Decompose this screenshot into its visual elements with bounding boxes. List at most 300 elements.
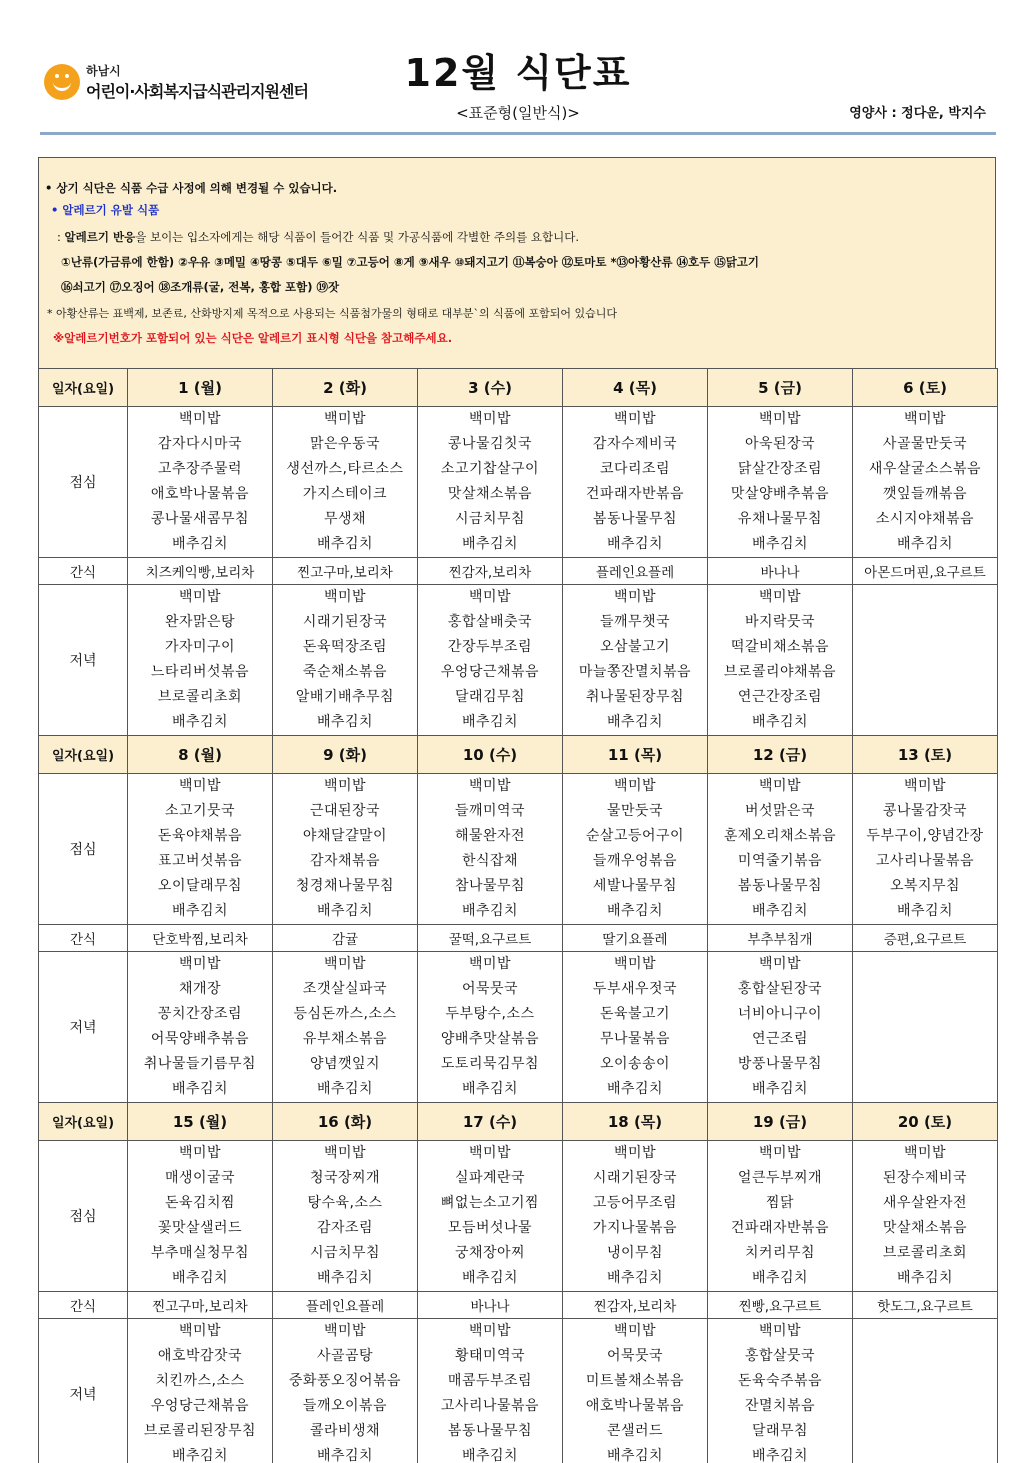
dish-item: 백미밥 [323,956,367,972]
snack-cell: 핫도그,요구르트 [853,1292,998,1319]
dish-item: 백미밥 [178,956,222,972]
date-cell: 6 (토) [853,369,998,407]
dish-item: 해물완자전 [454,828,526,844]
dish-item: 고사리나물볶음 [440,1398,540,1414]
dish-item: 돈육떡장조림 [302,639,388,655]
lunch-cell [853,774,998,925]
logo-center-name: 어린이·사회복지급식관리지원센터 [86,82,308,101]
dish-item: 청국장찌개 [309,1170,381,1186]
dinner-cell [563,952,708,1103]
dish-item: 바지락뭇국 [744,614,816,630]
snack-cell: 바나나 [708,558,853,585]
dinner-label: 저녁 [39,585,128,736]
dish-item: 콩나물새콤무침 [150,511,250,527]
dish-item: 백미밥 [178,1323,222,1339]
lunch-row [39,774,998,925]
snack-cell: 바나나 [418,1292,563,1319]
logo-city: 하남시 [86,64,121,78]
dish-item: 탕수육,소스 [307,1195,383,1211]
dish-item: 배추김치 [751,1081,809,1097]
dish-item: 백미밥 [468,956,512,972]
dish-item: 봄동나물무침 [447,1423,533,1439]
dish-item: 오복지무침 [889,878,961,894]
dish-item: 오이달래무침 [157,878,243,894]
dish-item: 배추김치 [751,536,809,552]
dish-item: 돈육불고기 [599,1006,671,1022]
dinner-row [39,1319,998,1463]
lunch-cell [853,1141,998,1292]
snack-cell: 딸기요플레 [563,925,708,952]
dinner-cell [418,1319,563,1463]
dish-item: 배추김치 [606,1448,664,1463]
dish-item: 달래무침 [751,1423,809,1439]
dinner-cell [708,1319,853,1463]
notice-allergy-caution-prefix: : [57,230,65,244]
dish-item: 백미밥 [903,778,947,794]
dish-item: 황태미역국 [454,1348,526,1364]
snack-cell: 감귤 [273,925,418,952]
dish-item: 브로콜리초회 [157,689,243,705]
snack-cell: 치즈케익빵,보리차 [128,558,273,585]
dish-item: 고등어무조림 [592,1195,678,1211]
dish-item: 배추김치 [171,714,229,730]
dish-item: 오삼불고기 [599,639,671,655]
dish-item: 배추김치 [606,1270,664,1286]
lunch-cell [563,407,708,558]
lunch-cell [418,774,563,925]
dish-item: 백미밥 [903,411,947,427]
lunch-cell [708,407,853,558]
dish-item: 배추김치 [171,536,229,552]
dish-item: 백미밥 [468,411,512,427]
dinner-cell [273,585,418,736]
dish-item: 배추김치 [316,903,374,919]
snack-label: 간식 [39,1292,128,1319]
lunch-cell [128,774,273,925]
dish-item: 들깨오이볶음 [302,1398,388,1414]
dish-item: 브로콜리초회 [882,1245,968,1261]
dish-item: 시래기된장국 [302,614,388,630]
dish-item: 백미밥 [613,589,657,605]
dish-item: 백미밥 [323,778,367,794]
dish-item: 감자수제비국 [592,436,678,452]
dish-item: 백미밥 [178,589,222,605]
dish-item: 백미밥 [613,956,657,972]
page-header [40,40,996,136]
dish-item: 애호박나물볶음 [150,486,250,502]
dish-item: 유부채소볶음 [302,1031,388,1047]
lunch-cell [708,1141,853,1292]
snack-row [39,558,998,585]
lunch-cell [128,1141,273,1292]
dish-item: 채개장 [178,981,222,997]
dish-item: 배추김치 [171,1448,229,1463]
dish-item: 물만둣국 [606,803,664,819]
dish-item: 방풍나물무침 [737,1056,823,1072]
dish-item: 감자다시마국 [157,436,243,452]
dish-item: 유채나물무침 [737,511,823,527]
dinner-cell [128,585,273,736]
dish-item: 배추김치 [316,1448,374,1463]
dish-item: 우엉당근채볶음 [440,664,540,680]
dish-item: 백미밥 [468,1323,512,1339]
dish-item: 봄동나물무침 [592,511,678,527]
snack-row [39,1292,998,1319]
dish-item: 청경채나물무침 [295,878,395,894]
dish-item: 백미밥 [323,1145,367,1161]
dish-item: 배추김치 [461,1081,519,1097]
dinner-cell [563,585,708,736]
dish-item: 고사리나물볶음 [875,853,975,869]
dish-item: 소고기찹살구이 [440,461,540,477]
dish-item: 찜닭 [765,1195,795,1211]
dish-item: 건파래자반볶음 [585,486,685,502]
dish-item: 백미밥 [468,778,512,794]
dish-item: 브로콜리야채볶음 [723,664,837,680]
dish-item: 배추김치 [171,903,229,919]
lunch-cell [563,774,708,925]
dish-item: 홍합살뭇국 [744,1348,816,1364]
dish-item: 꽃맛살샐러드 [157,1220,243,1236]
dish-item: 얼큰두부찌개 [737,1170,823,1186]
dish-item: 달래김무침 [454,689,526,705]
dinner-row [39,952,998,1103]
dish-item: 부추매실청무침 [150,1245,250,1261]
dinner-cell [563,1319,708,1463]
dish-item: 너비아니구이 [737,1006,823,1022]
lunch-cell [273,1141,418,1292]
lunch-cell [418,407,563,558]
dish-item: 어묵양배추볶음 [150,1031,250,1047]
dinner-cell [273,1319,418,1463]
dish-item: 배추김치 [606,714,664,730]
header-divider [40,132,996,135]
dish-item: 어묵뭇국 [461,981,519,997]
menu-table [38,368,998,1463]
dish-item: 백미밥 [903,1145,947,1161]
dish-item: 배추김치 [316,536,374,552]
dish-item: 중화풍오징어볶음 [288,1373,402,1389]
allergy-menu-note: ※알레르기번호가 포함되어 있는 식단은 알레르기 표시형 식단을 참고해주세요. [53,331,453,345]
dish-item: 연근간장조림 [737,689,823,705]
dish-item: 배추김치 [461,903,519,919]
dish-item: 맛살채소볶음 [882,1220,968,1236]
dinner-cell [853,952,998,1103]
dish-item: 표고버섯볶음 [157,853,243,869]
dish-item: 백미밥 [758,589,802,605]
dish-item: 가자미구이 [164,639,236,655]
dish-item: 오이송송이 [599,1056,671,1072]
dish-item: 배추김치 [751,714,809,730]
snack-row [39,925,998,952]
dish-item: 궁채장아찌 [454,1245,526,1261]
dish-item: 봄동나물무침 [737,878,823,894]
date-label: 일자(요일) [39,369,128,407]
dish-item: 배추김치 [461,714,519,730]
dish-item: 가지나물볶음 [592,1220,678,1236]
date-cell: 10 (수) [418,736,563,774]
dish-item: 홍합살된장국 [737,981,823,997]
dish-item: 두부새우젓국 [592,981,678,997]
date-label: 일자(요일) [39,1103,128,1141]
dish-item: 시금치무침 [454,511,526,527]
lunch-cell [128,407,273,558]
dinner-label: 저녁 [39,1319,128,1463]
dish-item: 등심돈까스,소스 [293,1006,397,1022]
lunch-cell [273,774,418,925]
lunch-cell [418,1141,563,1292]
dish-item: 고추장주물럭 [157,461,243,477]
date-label: 일자(요일) [39,736,128,774]
date-cell: 13 (토) [853,736,998,774]
dish-item: 소고기뭇국 [164,803,236,819]
dinner-cell [708,585,853,736]
dinner-cell [418,585,563,736]
dish-item: 매콤두부조림 [447,1373,533,1389]
lunch-cell [708,774,853,925]
dish-item: 알배기배추무침 [295,689,395,705]
dish-item: 배추김치 [171,1081,229,1097]
date-row [39,736,998,774]
dish-item: 조갯살실파국 [302,981,388,997]
dish-item: 코다리조림 [599,461,671,477]
dish-item: 가지스테이크 [302,486,388,502]
dish-item: 백미밥 [323,411,367,427]
dish-item: 연근조림 [751,1031,809,1047]
dish-item: 백미밥 [758,778,802,794]
dinner-cell [128,952,273,1103]
dish-item: 새우살굴소스볶음 [868,461,982,477]
snack-cell: 꿀떡,요구르트 [418,925,563,952]
snack-cell: 찐감자,보리차 [563,1292,708,1319]
dish-item: 애호박감잣국 [157,1348,243,1364]
dish-item: 돈육야채볶음 [157,828,243,844]
dish-item: 백미밥 [323,589,367,605]
page-title: 12월 식단표 [404,51,632,95]
dish-item: 백미밥 [613,1145,657,1161]
nutritionist-credit: 영양사 : 정다운, 박지수 [849,106,986,121]
snack-cell: 찐빵,요구르트 [708,1292,853,1319]
dish-item: 배추김치 [606,1081,664,1097]
dish-item: 백미밥 [613,411,657,427]
dish-item: 백미밥 [468,589,512,605]
dinner-cell [273,952,418,1103]
dish-item: 실파계란국 [454,1170,526,1186]
dish-item: 맑은우동국 [309,436,381,452]
dish-item: 배추김치 [316,1081,374,1097]
date-cell: 17 (수) [418,1103,563,1141]
allergen-list-2: ⑯쇠고기 ⑰오징어 ⑱조개류(굴, 전복, 홍합 포함) ⑲잣 [61,280,340,294]
dish-item: 백미밥 [178,778,222,794]
dish-item: 떡갈비채소볶음 [730,639,830,655]
dish-item: 돈육김치찜 [164,1195,236,1211]
dish-item: 무나물볶음 [599,1031,671,1047]
dish-item: 백미밥 [758,411,802,427]
dinner-cell [708,952,853,1103]
dish-item: 배추김치 [606,903,664,919]
dish-item: 취나물된장무침 [585,689,685,705]
snack-cell: 플레인요플레 [563,558,708,585]
dish-item: 한식잡채 [461,853,519,869]
dish-item: 아욱된장국 [744,436,816,452]
dish-item: 백미밥 [613,1323,657,1339]
date-cell: 8 (월) [128,736,273,774]
dish-item: 두부구이,양념간장 [866,828,984,844]
dish-item: 배추김치 [316,1270,374,1286]
dish-item: 배추김치 [896,536,954,552]
date-cell: 5 (금) [708,369,853,407]
dish-item: 시래기된장국 [592,1170,678,1186]
date-cell: 12 (금) [708,736,853,774]
dish-item: 홍합살배춧국 [447,614,533,630]
date-row [39,369,998,407]
dish-item: 소시지야채볶음 [875,511,975,527]
dish-item: 된장수제비국 [882,1170,968,1186]
lunch-label: 점심 [39,774,128,925]
dish-item: 양념깻잎지 [309,1056,381,1072]
dish-item: 생선까스,타르소스 [286,461,404,477]
notice-change: • 상기 식단은 식품 수급 사정에 의해 변경될 수 있습니다. [45,181,338,195]
date-cell: 15 (월) [128,1103,273,1141]
lunch-label: 점심 [39,1141,128,1292]
dinner-cell [128,1319,273,1463]
dish-item: 백미밥 [178,411,222,427]
lunch-cell [273,407,418,558]
dish-item: 배추김치 [461,1448,519,1463]
dish-item: 감자채볶음 [309,853,381,869]
dish-item: 들깨무챗국 [599,614,671,630]
dish-item: 배추김치 [896,903,954,919]
dish-item: 두부탕수,소스 [445,1006,535,1022]
snack-cell: 증편,요구르트 [853,925,998,952]
date-cell: 18 (목) [563,1103,708,1141]
dish-item: 콜라비생채 [309,1423,381,1439]
dish-item: 건파래자반볶음 [730,1220,830,1236]
dish-item: 양배추맛살볶음 [440,1031,540,1047]
dish-item: 냉이무침 [606,1245,664,1261]
notice-allergy-heading: • 알레르기 유발 식품 [51,203,160,217]
dish-item: 미역줄기볶음 [737,853,823,869]
dish-item: 들깨미역국 [454,803,526,819]
dish-item: 배추김치 [751,903,809,919]
dish-item: 사골곰탕 [316,1348,374,1364]
dish-item: 마늘쫑잔멸치볶음 [578,664,692,680]
date-cell: 3 (수) [418,369,563,407]
dish-item: 매생이굴국 [164,1170,236,1186]
dinner-cell [853,1319,998,1463]
dish-item: 꽁치간장조림 [157,1006,243,1022]
notice-allergy-caution-rest: 을 보이는 입소자에게는 해당 식품이 들어간 식품 및 가공식품에 각별한 주의를 요합니다. [135,230,579,244]
dish-item: 백미밥 [323,1323,367,1339]
notice-allergy-caution-bold: 알레르기 반응 [64,230,136,244]
dish-item: 깻잎들깨볶음 [882,486,968,502]
dinner-cell [853,585,998,736]
dish-item: 우엉당근채볶음 [150,1398,250,1414]
lunch-cell [853,407,998,558]
dish-item: 애호박나물볶음 [585,1398,685,1414]
dish-item: 어묵뭇국 [606,1348,664,1364]
dish-item: 치킨까스,소스 [155,1373,245,1389]
dish-item: 훈제오리채소볶음 [723,828,837,844]
dish-item: 백미밥 [758,1323,802,1339]
dish-item: 백미밥 [613,778,657,794]
date-cell: 1 (월) [128,369,273,407]
snack-cell: 부추부침개 [708,925,853,952]
dish-item: 백미밥 [178,1145,222,1161]
dish-item: 세발나물무침 [592,878,678,894]
dish-item: 배추김치 [751,1270,809,1286]
date-cell: 2 (화) [273,369,418,407]
dish-item: 맛살채소볶음 [447,486,533,502]
dish-item: 잔멸치볶음 [744,1398,816,1414]
date-cell: 19 (금) [708,1103,853,1141]
snack-cell: 찐감자,보리차 [418,558,563,585]
dish-item: 백미밥 [758,956,802,972]
lunch-row [39,407,998,558]
dish-item: 근대된장국 [309,803,381,819]
date-cell: 11 (목) [563,736,708,774]
dish-item: 야채달걀말이 [302,828,388,844]
dish-item: 간장두부조림 [447,639,533,655]
dish-item: 배추김치 [751,1448,809,1463]
snack-cell: 찐고구마,보리차 [273,558,418,585]
dish-item: 미트볼채소볶음 [585,1373,685,1389]
date-cell: 16 (화) [273,1103,418,1141]
page-subtitle: <표준형(일반식)> [456,104,580,122]
dish-item: 배추김치 [461,536,519,552]
dish-item: 백미밥 [758,1145,802,1161]
dish-item: 배추김치 [896,1270,954,1286]
dish-item: 콩나물김칫국 [447,436,533,452]
lunch-label: 점심 [39,407,128,558]
dish-item: 모듬버섯나물 [447,1220,533,1236]
dish-item: 치커리무침 [744,1245,816,1261]
dish-item: 취나물들기름무침 [143,1056,257,1072]
dish-item: 배추김치 [461,1270,519,1286]
lunch-cell [563,1141,708,1292]
dish-item: 새우살완자전 [882,1195,968,1211]
dish-item: 순살고등어구이 [585,828,685,844]
dish-item: 콩나물감잣국 [882,803,968,819]
dish-item: 참나물무침 [454,878,526,894]
dish-item: 시금치무침 [309,1245,381,1261]
dish-item: 배추김치 [171,1270,229,1286]
date-cell: 4 (목) [563,369,708,407]
dish-item: 돈육숙주볶음 [737,1373,823,1389]
dinner-cell [418,952,563,1103]
dish-item: 백미밥 [468,1145,512,1161]
snack-label: 간식 [39,558,128,585]
lunch-row [39,1141,998,1292]
dish-item: 도토리묵김무침 [440,1056,540,1072]
dish-item: 맛살양배추볶음 [730,486,830,502]
dish-item: 콘샐러드 [606,1423,664,1439]
snack-label: 간식 [39,925,128,952]
snack-cell: 아몬드머핀,요구르트 [853,558,998,585]
dinner-row [39,585,998,736]
dish-item: 사골물만둣국 [882,436,968,452]
notice-box [38,157,996,368]
dish-item: 죽순채소볶음 [302,664,388,680]
sulfite-note: * 아황산류는 표백제, 보존료, 산화방지제 목적으로 사용되는 식품첨가물의 형태로 대부분`의 식품에 포함되어 있습니다 [47,307,617,320]
snack-cell: 단호박찜,보리차 [128,925,273,952]
dish-item: 닭살간장조림 [737,461,823,477]
dish-item: 배추김치 [316,714,374,730]
dish-item: 버섯맑은국 [744,803,816,819]
allergen-list-1: ①난류(가금류에 한함) ②우유 ③메밀 ④땅콩 ⑤대두 ⑥밀 ⑦고등어 ⑧게 ⑨새우 ⑩돼지고기 ⑪복숭아 ⑫토마토 *⑬아황산류 ⑭호두 ⑮닭고기 [61,255,760,269]
date-cell: 20 (토) [853,1103,998,1141]
date-row [39,1103,998,1141]
